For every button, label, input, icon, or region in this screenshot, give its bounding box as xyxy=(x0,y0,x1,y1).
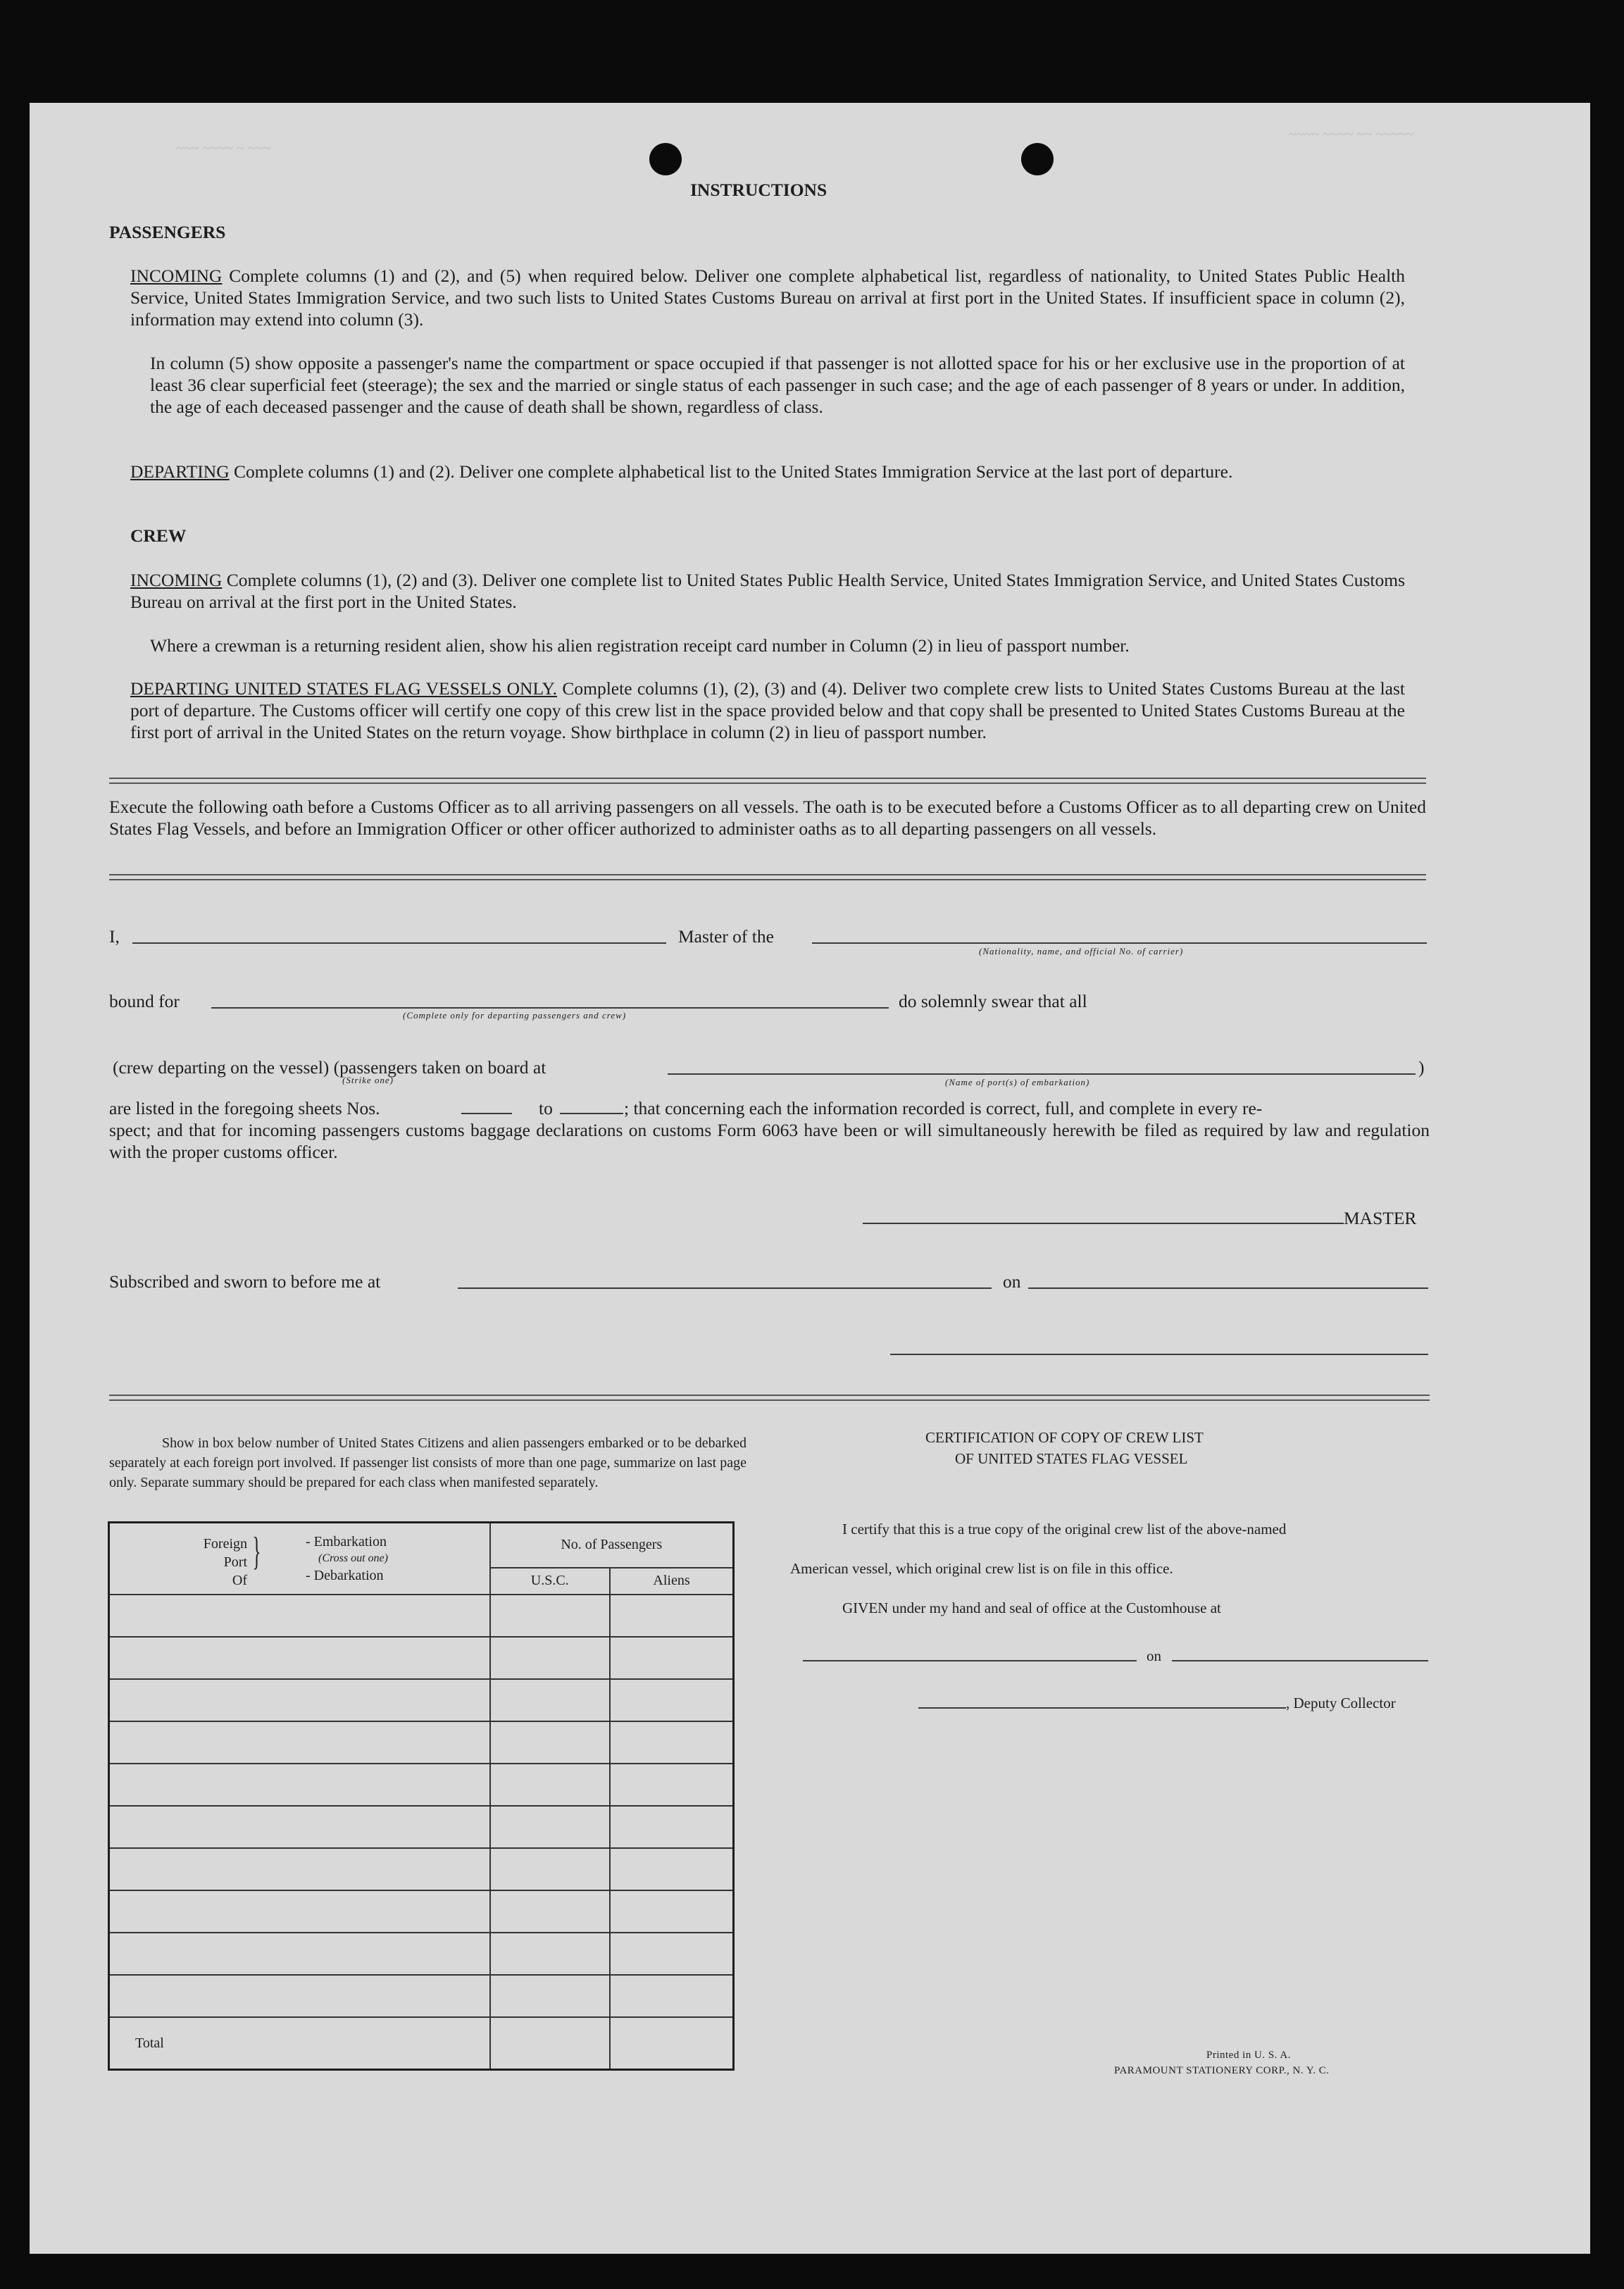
certification-line-1: I certify that this is a true copy of the original crew list of the above-named xyxy=(842,1521,1287,1538)
table-row xyxy=(109,1890,734,1933)
crew-departing-text: (crew departing on the vessel) (passengers taken on board at xyxy=(113,1057,546,1078)
bound-for-field[interactable] xyxy=(211,1007,889,1009)
table-row xyxy=(109,1721,734,1764)
table-row xyxy=(109,1679,734,1721)
passengers-incoming-text: Complete columns (1) and (2), and (5) when required below. Deliver one complete alphabetical list, regardless of nationality, to United States Public Health Service, United States Immigration Service, and two such lists to United States Customs Bureau on arrival at first port in the United States. If insufficient space in column (2), information may extend into column (3). xyxy=(130,266,1405,330)
port-caption: (Name of port(s) of embarkation) xyxy=(945,1077,1090,1087)
aliens-cell[interactable] xyxy=(610,1975,734,2017)
aliens-header: Aliens xyxy=(610,1568,734,1595)
bleed-through-mark: ~~~~ ~~~~ ~~ ~~~~~ xyxy=(1289,127,1414,142)
of-label: Of xyxy=(232,1573,247,1588)
table-row xyxy=(109,1848,734,1890)
table-row xyxy=(109,1764,734,1806)
master-signature-field[interactable] xyxy=(863,1223,1344,1224)
usc-cell[interactable] xyxy=(490,1764,611,1806)
table-row xyxy=(109,1933,734,1975)
printer-imprint-line2: PARAMOUNT STATIONERY CORP., N. Y. C. xyxy=(1114,2065,1330,2076)
punch-hole-right xyxy=(1021,143,1054,175)
port-cell[interactable] xyxy=(109,1637,490,1679)
close-paren: ) xyxy=(1418,1057,1425,1078)
certification-title-2: OF UNITED STATES FLAG VESSEL xyxy=(955,1450,1188,1467)
instructions-title: INSTRUCTIONS xyxy=(690,180,827,200)
master-signature-label: MASTER xyxy=(1344,1208,1417,1228)
passengers-departing-text: Complete columns (1) and (2). Deliver one complete alphabetical list to the United States Immigration Service at the last port of departure. xyxy=(234,461,1233,482)
usc-cell[interactable] xyxy=(490,1933,611,1975)
crew-resident-alien-paragraph: Where a crewman is a returning resident alien, show his alien registration receipt card number in Column (2) in lieu of passport number. xyxy=(150,635,1130,656)
port-cell[interactable] xyxy=(109,1764,490,1806)
sheet-to-field[interactable] xyxy=(560,1113,623,1114)
debarkation-label: - Debarkation xyxy=(306,1568,384,1583)
port-cell[interactable] xyxy=(109,1975,490,2017)
subscribed-label: Subscribed and sworn to before me at xyxy=(109,1271,381,1292)
crew-incoming-label: INCOMING xyxy=(130,570,223,590)
swear-text: do solemnly swear that all xyxy=(899,991,1087,1011)
strike-one-caption: (Strike one) xyxy=(342,1075,394,1085)
usc-total-cell[interactable] xyxy=(490,2017,611,2070)
sworn-on-label: on xyxy=(1003,1271,1021,1292)
customhouse-field[interactable] xyxy=(803,1660,1137,1661)
sworn-place-field[interactable] xyxy=(458,1287,992,1289)
aliens-cell[interactable] xyxy=(610,1679,734,1721)
deputy-collector-label: , Deputy Collector xyxy=(1286,1695,1396,1711)
deputy-collector-signature-field[interactable] xyxy=(918,1707,1286,1709)
passengers-incoming-label: INCOMING xyxy=(130,266,223,286)
foreign-label: Foreign xyxy=(203,1536,247,1552)
port-label: Port xyxy=(223,1554,247,1570)
passengers-incoming-column5-paragraph: In column (5) show opposite a passenger's name the compartment or space occupied if that passenger is not allotted space for his or her exclusive use in the proportion of at least 36 clear superficial feet (steerage); the sex and the married or single status of each passenger in such case; and the age of each passenger of 8 years or under. In addition, the age of each deceased passenger and the cause of death shall be shown, regardless of class. xyxy=(150,353,1405,417)
usc-cell[interactable] xyxy=(490,1890,611,1933)
port-cell[interactable] xyxy=(109,1721,490,1764)
port-cell[interactable] xyxy=(109,1679,490,1721)
aliens-cell[interactable] xyxy=(610,1933,734,1975)
total-row xyxy=(109,2017,734,2070)
certification-date-field[interactable] xyxy=(1172,1660,1428,1661)
port-cell[interactable] xyxy=(109,1595,490,1637)
passengers-heading: PASSENGERS xyxy=(109,222,226,242)
aliens-total-cell[interactable] xyxy=(610,2017,734,2070)
certification-title-1: CERTIFICATION OF COPY OF CREW LIST xyxy=(925,1429,1204,1446)
printer-imprint-line1: Printed in U. S. A. xyxy=(1206,2050,1291,2061)
oath-i-label: I, xyxy=(109,926,120,947)
master-of-the-label: Master of the xyxy=(678,926,774,947)
aliens-cell[interactable] xyxy=(610,1890,734,1933)
no-of-passengers-header: No. of Passengers xyxy=(490,1523,734,1568)
passenger-summary-table xyxy=(108,1521,735,2071)
usc-cell[interactable] xyxy=(490,1806,611,1848)
listed-sheets-prefix: are listed in the foregoing sheets Nos. xyxy=(109,1098,380,1118)
to-label: to xyxy=(539,1098,553,1118)
punch-hole-left xyxy=(649,143,682,175)
usc-cell[interactable] xyxy=(490,1848,611,1890)
table-row xyxy=(109,1806,734,1848)
aliens-cell[interactable] xyxy=(610,1806,734,1848)
crew-heading: CREW xyxy=(130,525,187,546)
table-row xyxy=(109,1975,734,2017)
crew-incoming-text: Complete columns (1), (2) and (3). Deliver one complete list to United States Public Health Service, United States Immigration Service, and United States Customs Bureau on arrival at the first port in the United States. xyxy=(130,570,1406,612)
aliens-cell[interactable] xyxy=(610,1764,734,1806)
aliens-cell[interactable] xyxy=(610,1595,734,1637)
carrier-field[interactable] xyxy=(812,942,1427,944)
usc-cell[interactable] xyxy=(490,1637,611,1679)
port-cell[interactable] xyxy=(109,1890,490,1933)
passengers-incoming-paragraph xyxy=(130,265,1405,330)
brace-icon: } xyxy=(252,1530,261,1573)
passengers-departing-label: DEPARTING xyxy=(130,461,230,482)
crew-departing-flag-paragraph xyxy=(130,678,1405,743)
listed-rest-line1: ; that concerning each the information recorded is correct, full, and complete in every re- xyxy=(624,1098,1263,1118)
table-row xyxy=(109,1595,734,1637)
aliens-cell[interactable] xyxy=(610,1637,734,1679)
certification-on-label: on xyxy=(1147,1647,1161,1664)
aliens-cell[interactable] xyxy=(610,1848,734,1890)
aliens-cell[interactable] xyxy=(610,1721,734,1764)
usc-cell[interactable] xyxy=(490,1679,611,1721)
summary-note: Show in box below number of United States Citizens and alien passengers embarked or to be debarked separately at each foreign port involved. If passenger list consists of more than one page, summarize on last page only. Separate summary should be prepared for each class when manifested separately. xyxy=(109,1435,747,1490)
listed-rest-lines: spect; and that for incoming passengers customs baggage declarations on customs Form 6063 have been or will simultaneously herewith be filed as required by law and regulation with the proper customs officer. xyxy=(109,1120,1430,1162)
certification-line-3: GIVEN under my hand and seal of office at the Customhouse at xyxy=(842,1599,1221,1616)
oath-intro-paragraph: Execute the following oath before a Customs Officer as to all arriving passengers on all vessels. The oath is to be executed before a Customs Officer as to all departing crew on United States Flag Vessels, and before an Immigration Officer or other officer authorized to administer oaths as to all departing passengers on all vessels. xyxy=(109,797,1426,839)
port-cell[interactable] xyxy=(109,1806,490,1848)
table-row xyxy=(109,1637,734,1679)
table-header-row xyxy=(109,1523,734,1568)
usc-cell[interactable] xyxy=(490,1975,611,2017)
usc-cell[interactable] xyxy=(490,1721,611,1764)
usc-header: U.S.C. xyxy=(490,1568,611,1595)
port-cell[interactable] xyxy=(109,1933,490,1975)
certification-line-2: American vessel, which original crew list is on file in this office. xyxy=(790,1560,1173,1577)
carrier-caption: (Nationality, name, and official No. of carrier) xyxy=(979,946,1184,956)
sheet-from-field[interactable] xyxy=(461,1113,512,1114)
bound-for-label: bound for xyxy=(109,991,180,1011)
port-of-embarkation-field[interactable] xyxy=(668,1073,1416,1075)
foreign-port-header xyxy=(109,1523,490,1595)
section-divider xyxy=(109,778,1426,784)
section-divider xyxy=(109,1395,1430,1401)
passengers-departing-paragraph xyxy=(130,461,1405,482)
crew-departing-flag-label: DEPARTING UNITED STATES FLAG VESSELS ONLY. xyxy=(130,678,558,699)
bound-for-caption: (Complete only for departing passengers and crew) xyxy=(403,1010,627,1021)
crew-incoming-paragraph xyxy=(130,569,1405,613)
bleed-through-mark: ~~~ ~~~~ ~ ~~~ xyxy=(176,141,271,156)
section-divider xyxy=(109,874,1426,880)
usc-cell[interactable] xyxy=(490,1595,611,1637)
crew-departing-flag-text: Complete columns (1), (2), (3) and (4). Deliver two complete crew lists to United States Customs Bureau at the last port of departure. The Customs officer will certify one copy of this crew list in the space provided below and that copy shall be presented to United States Customs Bureau at the first port of arrival in the United States on the return voyage. Show birthplace in column (2) in lieu of passport number. xyxy=(130,678,1406,742)
embarkation-label: - Embarkation xyxy=(306,1534,387,1549)
officer-signature-field[interactable] xyxy=(890,1354,1428,1355)
total-label: Total xyxy=(109,2017,490,2070)
port-cell[interactable] xyxy=(109,1848,490,1890)
master-name-field[interactable] xyxy=(132,942,666,944)
cross-out-label: (Cross out one) xyxy=(318,1552,388,1564)
sworn-date-field[interactable] xyxy=(1028,1287,1428,1289)
